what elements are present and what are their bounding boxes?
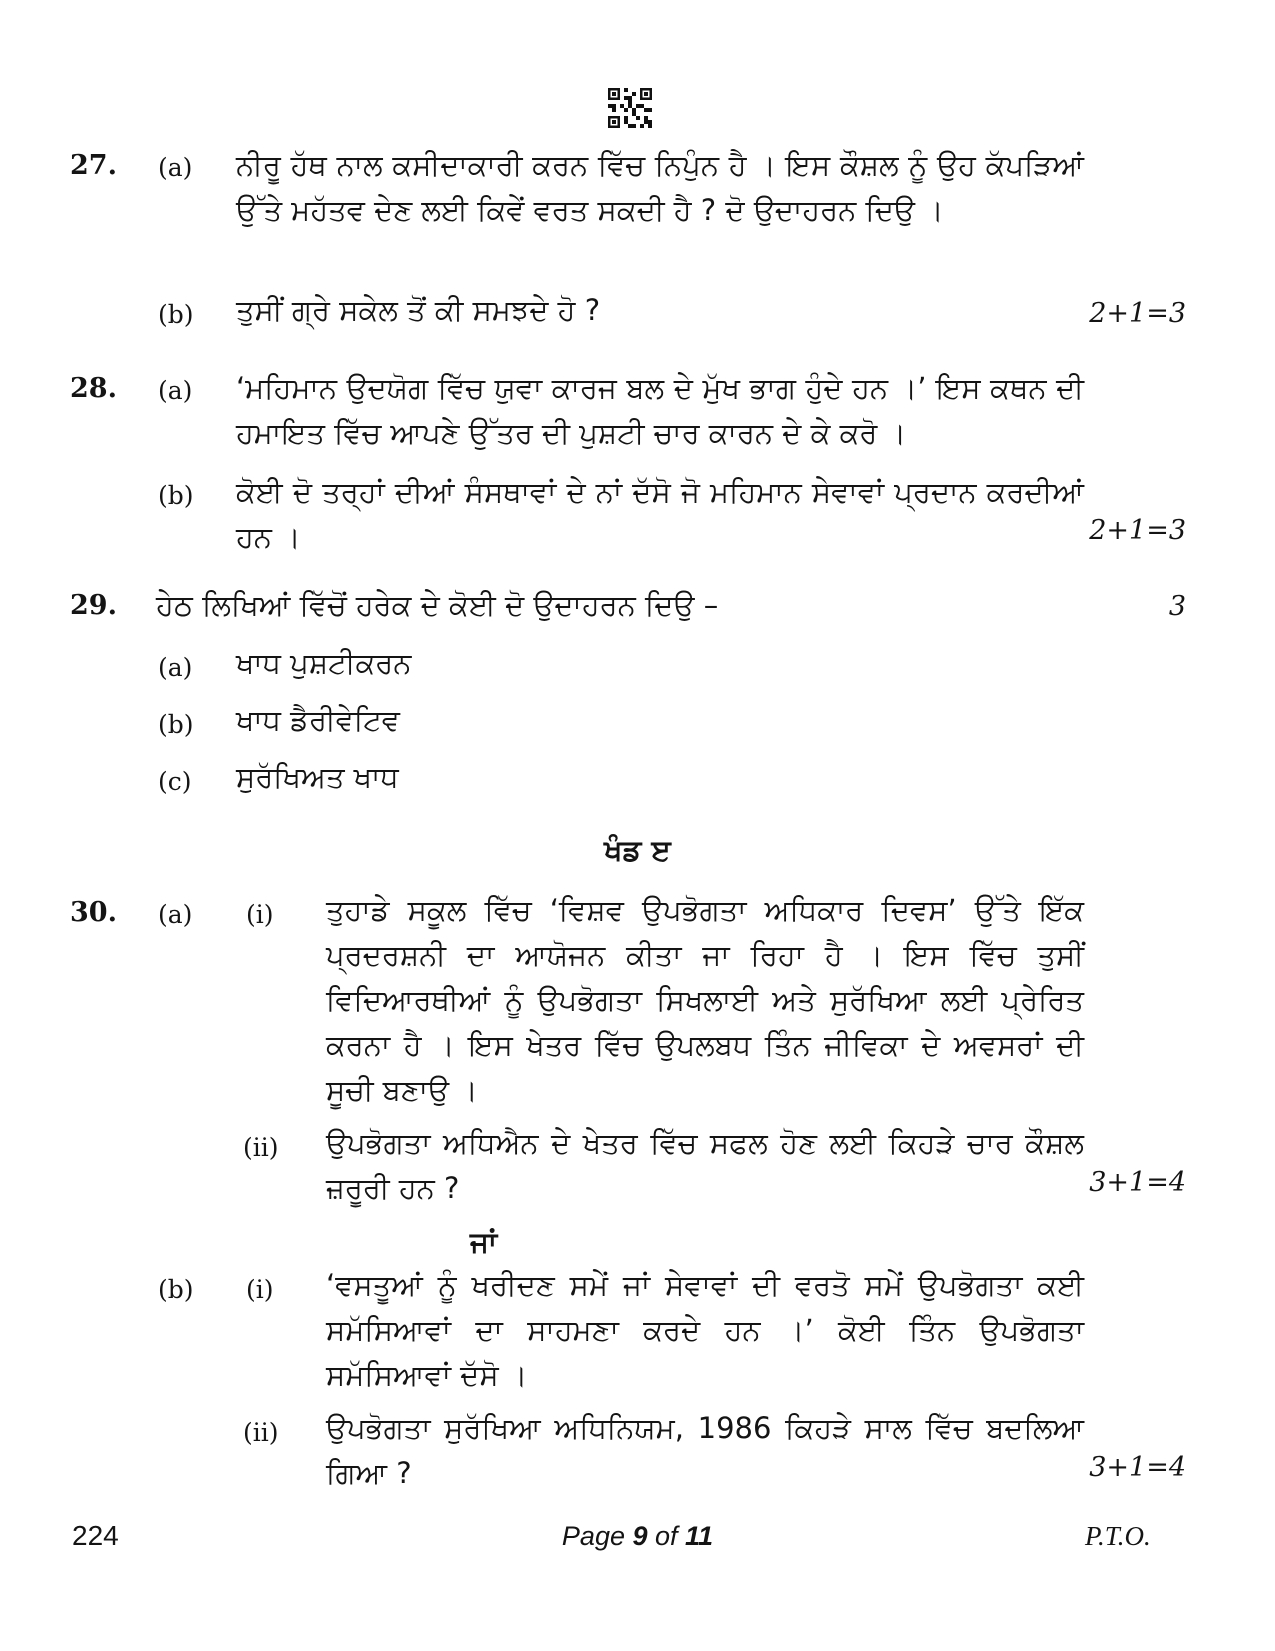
q28-part-b-text: ਕੋਈ ਦੋ ਤਰ੍ਹਾਂ ਦੀਆਂ ਸੰਸਥਾਵਾਂ ਦੇ ਨਾਂ ਦੱਸੋ ਜੋ ਮਹਿਮਾਨ ਸੇਵਾਵਾਂ ਪ੍ਰਦਾਨ ਕਰਦੀਆਂ ਹਨ ।: [236, 475, 1084, 554]
q30-part-a-label: (a): [158, 900, 193, 929]
q30-part-b-label: (b): [158, 1275, 194, 1304]
paper-code: 224: [72, 1520, 119, 1551]
q29-item-label: (a): [158, 653, 193, 682]
q29-marks: 3: [1168, 591, 1186, 622]
q28-part-a-text: ‘ਮਹਿਮਾਨ ਉਦਯੋਗ ਵਿੱਚ ਯੁਵਾ ਕਾਰਜ ਬਲ ਦੇ ਮੁੱਖ ਭਾਗ ਹੁੰਦੇ ਹਨ ।’ ਇਸ ਕਥਨ ਦੀ ਹਮਾਇਤ ਵਿੱਚ ਆਪਣੇ ਉੱਤਰ ਦੀ ਪੁਸ਼ਟੀ ਚਾਰ ਕਾਰਨ ਦੇ ਕੇ ਕਰੋ ।: [236, 371, 1084, 450]
q27-part-b-text: ਤੁਸੀਂ ਗ੍ਰੇ ਸਕੇਲ ਤੋਂ ਕੀ ਸਮਝਦੇ ਹੋ ?: [236, 293, 601, 327]
q29-item-text: ਖਾਧ ਪੁਸ਼ਟੀਕਰਨ: [236, 646, 412, 680]
page-current: 9: [632, 1521, 648, 1551]
q29-item-label: (c): [158, 767, 192, 796]
page-total: 11: [685, 1521, 714, 1551]
pto-label: P.T.O.: [1085, 1521, 1151, 1551]
or-separator: ਜਾਂ: [470, 1225, 498, 1259]
q30-a-i-label: (i): [246, 900, 274, 929]
q30-a-marks: 3+1=4: [1089, 1167, 1186, 1198]
question-number-28: 28.: [70, 373, 117, 404]
q30-a-ii-text: ਉਪਭੋਗਤਾ ਅਧਿਐਨ ਦੇ ਖੇਤਰ ਵਿੱਚ ਸਫਲ ਹੋਣ ਲਈ ਕਿਹੜੇ ਚਾਰ ਕੌਸ਼ਲ ਜ਼ਰੂਰੀ ਹਨ ?: [326, 1126, 1084, 1205]
q28-marks: 2+1=3: [1089, 515, 1186, 546]
q29-item-text: ਸੁਰੱਖਿਅਤ ਖਾਧ: [236, 760, 399, 794]
q30-a-i-text: ਤੁਹਾਡੇ ਸਕੂਲ ਵਿੱਚ ‘ਵਿਸ਼ਵ ਉਪਭੋਗਤਾ ਅਧਿਕਾਰ ਦਿਵਸ’ ਉੱਤੇ ਇੱਕ ਪ੍ਰਦਰਸ਼ਨੀ ਦਾ ਆਯੋਜਨ ਕੀਤਾ ਜਾ ਰਿਹਾ ਹੈ । ਇਸ ਵਿੱਚ ਤੁਸੀਂ ਵਿਦਿਆਰਥੀਆਂ ਨੂੰ ਉਪਭੋਗਤਾ ਸਿਖਲਾਈ ਅਤੇ ਸੁਰੱਖਿਆ ਲਈ ਪ੍ਰੇਰਿਤ ਕਰਨਾ ਹੈ । ਇਸ ਖੇਤਰ ਵਿੱਚ ਉਪਲਬਧ ਤਿੰਨ ਜੀਵਿਕਾ ਦੇ ਅਵਸਰਾਂ ਦੀ ਸੂਚੀ ਬਣਾਉ ।: [326, 893, 1084, 1107]
q29-item-label: (b): [158, 710, 194, 739]
q30-b-i-text: ‘ਵਸਤੂਆਂ ਨੂੰ ਖਰੀਦਣ ਸਮੇਂ ਜਾਂ ਸੇਵਾਵਾਂ ਦੀ ਵਰਤੋ ਸਮੇਂ ਉਪਭੋਗਤਾ ਕਈ ਸਮੱਸਿਆਵਾਂ ਦਾ ਸਾਹਮਣਾ ਕਰਦੇ ਹਨ ।’ ਕੋਈ ਤਿੰਨ ਉਪਭੋਗਤਾ ਸਮੱਸਿਆਵਾਂ ਦੱਸੋ ।: [326, 1268, 1084, 1392]
q30-a-ii-label: (ii): [243, 1133, 279, 1162]
q29-text: ਹੇਠ ਲਿਖਿਆਂ ਵਿੱਚੋਂ ਹਰੇਕ ਦੇ ਕੋਈ ਦੋ ਉਦਾਹਰਨ ਦਿਉ –: [156, 588, 719, 622]
q29-item-text: ਖਾਧ ਡੈਰੀਵੇਟਿਵ: [236, 703, 400, 737]
q30-b-marks: 3+1=4: [1089, 1452, 1186, 1483]
q30-b-ii-label: (ii): [243, 1418, 279, 1447]
page-of: of: [647, 1521, 686, 1551]
q28-part-b-label: (b): [158, 481, 194, 510]
question-number-30: 30.: [70, 897, 117, 928]
q27-marks: 2+1=3: [1089, 298, 1186, 329]
q27-part-a-text: ਨੀਰੂ ਹੱਥ ਨਾਲ ਕਸੀਦਾਕਾਰੀ ਕਰਨ ਵਿੱਚ ਨਿਪੁੰਨ ਹੈ । ਇਸ ਕੌਸ਼ਲ ਨੂੰ ਉਹ ਕੱਪੜਿਆਂ ਉੱਤੇ ਮਹੱਤਵ ਦੇਣ ਲਈ ਕਿਵੇਂ ਵਰਤ ਸਕਦੀ ਹੈ ? ਦੋ ਉਦਾਹਰਨ ਦਿਉ ।: [236, 148, 1084, 227]
q30-b-i-label: (i): [246, 1275, 274, 1304]
q30-b-ii-text: ਉਪਭੋਗਤਾ ਸੁਰੱਖਿਆ ਅਧਿਨਿਯਮ, 1986 ਕਿਹੜੇ ਸਾਲ ਵਿੱਚ ਬਦਲਿਆ ਗਿਆ ?: [326, 1411, 1084, 1490]
question-number-27: 27.: [70, 150, 117, 181]
question-number-29: 29.: [70, 590, 117, 621]
page-prefix: Page: [561, 1521, 633, 1551]
page-indicator: [0, 1521, 1275, 1552]
section-heading: ਖੰਡ ੲ: [604, 833, 671, 867]
q27-part-b-label: (b): [158, 300, 194, 329]
q27-part-a-label: (a): [158, 153, 193, 182]
qr-code-icon: [608, 88, 652, 128]
q28-part-a-label: (a): [158, 376, 193, 405]
